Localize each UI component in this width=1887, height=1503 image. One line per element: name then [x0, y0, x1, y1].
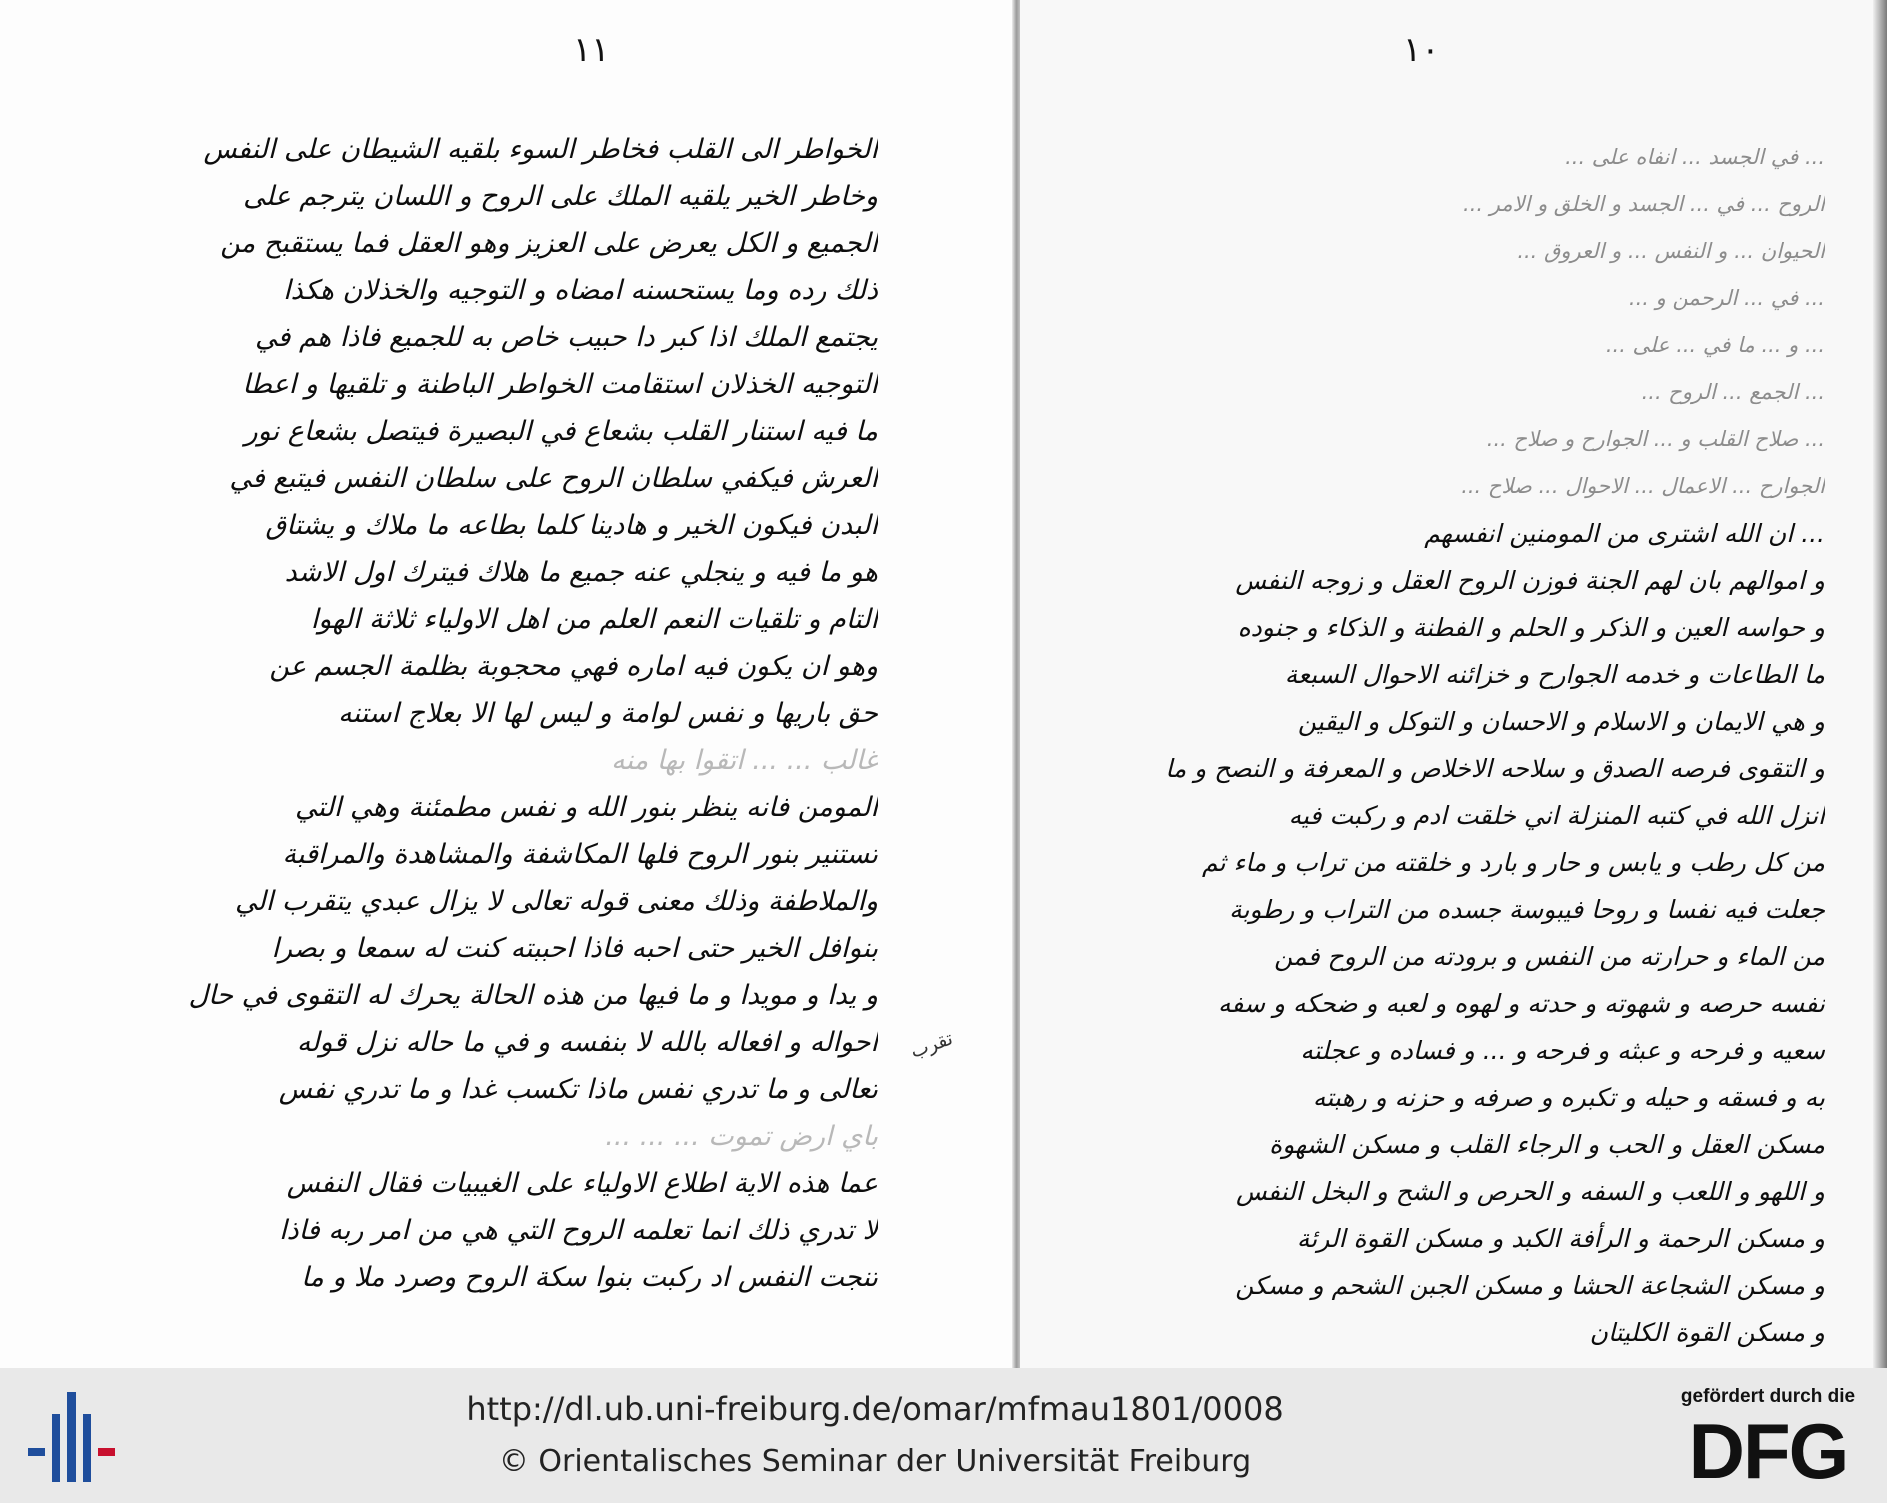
left-manuscript-line: وخاطر الخير يلقيه الملك على الروح و اللسان يترجم على — [243, 181, 878, 212]
left-manuscript-line: المومن فانه ينظر بنور الله و نفس مطمئنة وهي التي — [295, 792, 878, 823]
left-page-number: ١١ — [573, 30, 610, 70]
right-manuscript-line: و مسكن الشجاعة الحشا و مسكن الجبن الشحم و مسكن — [1235, 1271, 1825, 1300]
left-manuscript-line: تعالى و ما تدري نفس ماذا تكسب غدا و ما تدري نفس — [278, 1074, 878, 1105]
left-manuscript-line: التام و تلقيات النعم العلم من اهل الاولياء ثلاثة الهوا — [310, 604, 878, 635]
left-manuscript-line: الجميع و الكل يعرض على العزيز وهو العقل فما يستقبح من — [220, 228, 878, 259]
right-manuscript-line: و حواسه العين و الذكر و الحلم و الفطنة و الذكاء و جنوده — [1237, 613, 1825, 642]
left-manuscript-line: العرش فيكفي سلطان الروح على سلطان النفس فيتبع في — [229, 463, 878, 494]
page-edge-shadow — [1873, 0, 1887, 1368]
sponsor-caption: gefördert durch die — [1680, 1386, 1856, 1407]
left-manuscript-line: بنوافل الخير حتى احبه فاذا احببته كنت له سمعا و بصرا — [271, 933, 878, 964]
left-page — [0, 0, 1016, 1368]
right-manuscript-line: و اموالهم بان لهم الجنة فوزن الروح العقل و زوجه النفس — [1235, 566, 1825, 595]
footer-bar — [0, 1368, 1887, 1503]
left-manuscript-line: والملاطفة وذلك معنى قوله تعالى لا يزال عبدي يتقرب الي — [235, 886, 878, 917]
right-manuscript-line: و مسكن الرحمة و الرأفة الكبد و مسكن القوة الرئة — [1296, 1224, 1825, 1253]
university-library-logo-icon — [28, 1392, 118, 1482]
left-manuscript-line: عما هذه الاية اطلاع الاولياء على الغيبيات فقال النفس — [286, 1168, 878, 1199]
right-manuscript-line: ... في الجسد ... انفاه على ... — [1565, 145, 1825, 169]
dfg-sponsor-logo — [1668, 1386, 1868, 1496]
left-manuscript-line: التوجيه الخذلان استقامت الخواطر الباطنة و تلقيها و اعطا — [242, 369, 878, 400]
footer-url-link[interactable]: http://dl.ub.uni-freiburg.de/omar/mfmau1801/0008 — [466, 1390, 1284, 1428]
right-manuscript-line: الحيوان ... و النفس ... و العروق ... — [1517, 239, 1825, 263]
right-manuscript-line: الجوارح ... الاعمال ... الاحوال ... صلاح ... — [1461, 474, 1825, 498]
right-manuscript-line: سعيه و فرحه و عبثه و فرحه و ... و فساده و عجلته — [1300, 1036, 1825, 1065]
left-manuscript-line: و يدا و مويدا و ما فيها من هذه الحالة يحرك له التقوى في حال — [188, 980, 878, 1011]
right-manuscript-line: ... و ... ما في ... على ... — [1605, 333, 1825, 357]
margin-note: تقرب — [907, 1027, 956, 1063]
right-page-number: ١٠ — [1403, 30, 1440, 70]
right-manuscript-line: و التقوى فرصه الصدق و سلاحه الاخلاص و المعرفة و النصح و ما — [1165, 754, 1825, 783]
left-manuscript-line: ذلك رده وما يستحسنه امضاه و التوجيه والخذلان هكذا — [283, 275, 878, 306]
right-manuscript-line: ما الطاعات و خدمه الجوارح و خزائنه الاحوال السبعة — [1284, 660, 1825, 689]
right-manuscript-line: ... في ... الرحمن و ... — [1628, 286, 1825, 310]
left-manuscript-line: تنجت النفس اد ركبت بنوا سكة الروح وصرد ملا و ما — [301, 1262, 878, 1293]
footer-copyright: © Orientalisches Seminar der Universität Freiburg — [498, 1444, 1252, 1479]
dfg-logo-text: DFG — [1688, 1407, 1848, 1495]
right-page-text — [1163, 134, 1825, 1356]
left-page-text — [150, 126, 878, 1301]
right-manuscript-line: جعلت فيه نفسا و روحا فيبوسة جسده من التراب و رطوبة — [1229, 895, 1825, 924]
right-manuscript-line: من كل رطب و يابس و حار و بارد و خلقته من تراب و ماء ثم — [1201, 848, 1825, 877]
right-manuscript-line: الروح ... في ... الجسد و الخلق و الامر ... — [1463, 192, 1825, 216]
left-manuscript-line: يجتمع الملك اذا كبر دا حبيب خاص به للجميع فاذا هم في — [254, 322, 878, 353]
left-manuscript-line: باي ارض تموت ... ... ... — [605, 1121, 878, 1152]
left-manuscript-line: وهو ان يكون فيه اماره فهي محجوبة بظلمة الجسم عن — [269, 651, 878, 682]
left-manuscript-line: غالب ... ... اتقوا بها منه — [611, 745, 878, 776]
right-manuscript-line: نفسه حرصه و شهوته و حدته و لهوه و لعبه و ضحكه و سفه — [1218, 989, 1825, 1018]
left-manuscript-line: الخواطر الى القلب فخاطر السوء بلقيه الشيطان على النفس — [203, 134, 878, 165]
right-manuscript-line: انزل الله في كتبه المنزلة اني خلقت ادم و ركبت فيه — [1288, 801, 1825, 830]
right-manuscript-line: به و فسقه و حيله و تكبره و صرفه و حزنه و رهبته — [1312, 1083, 1825, 1112]
right-manuscript-line: ... صلاح القلب و ... الجوارح و صلاح ... — [1486, 427, 1825, 451]
right-manuscript-line: من الماء و حرارته من النفس و برودته من الروح فمن — [1274, 942, 1825, 971]
left-manuscript-line: البدن فيكون الخير و هادينا كلما بطاعه ما ملاك و يشتاق — [265, 510, 878, 541]
left-manuscript-line: حق باريها و نفس لوامة و ليس لها الا بعلاج استنه — [338, 698, 878, 729]
left-manuscript-line: احواله و افعاله بالله لا بنفسه و في ما حاله نزل قوله — [296, 1027, 878, 1058]
left-manuscript-line: ما فيه استنار القلب بشعاع في البصيرة فيتصل بشعاع نور — [244, 416, 878, 447]
left-manuscript-line: لا تدري ذلك انما تعلمه الروح التي هي من امر ربه فاذا — [279, 1215, 878, 1246]
right-manuscript-line: و مسكن القوة الكليتان — [1589, 1318, 1825, 1347]
right-manuscript-line: مسكن العقل و الحب و الرجاء القلب و مسكن الشهوة — [1269, 1130, 1825, 1159]
right-manuscript-line: ... الجمع ... الروح ... — [1641, 380, 1825, 404]
left-manuscript-line: تستنير بنور الروح فلها المكاشفة والمشاهدة والمراقبة — [282, 839, 878, 870]
right-manuscript-line: و اللهو و اللعب و السفه و الحرص و الشح و البخل النفس — [1236, 1177, 1825, 1206]
left-manuscript-line: هو ما فيه و ينجلي عنه جميع ما هلاك فيترك اول الاشد — [284, 557, 878, 588]
right-manuscript-line: و هي الايمان و الاسلام و الاحسان و التوكل و اليقين — [1297, 707, 1825, 736]
right-manuscript-line: ... ان الله اشترى من المومنين انفسهم — [1424, 519, 1825, 548]
